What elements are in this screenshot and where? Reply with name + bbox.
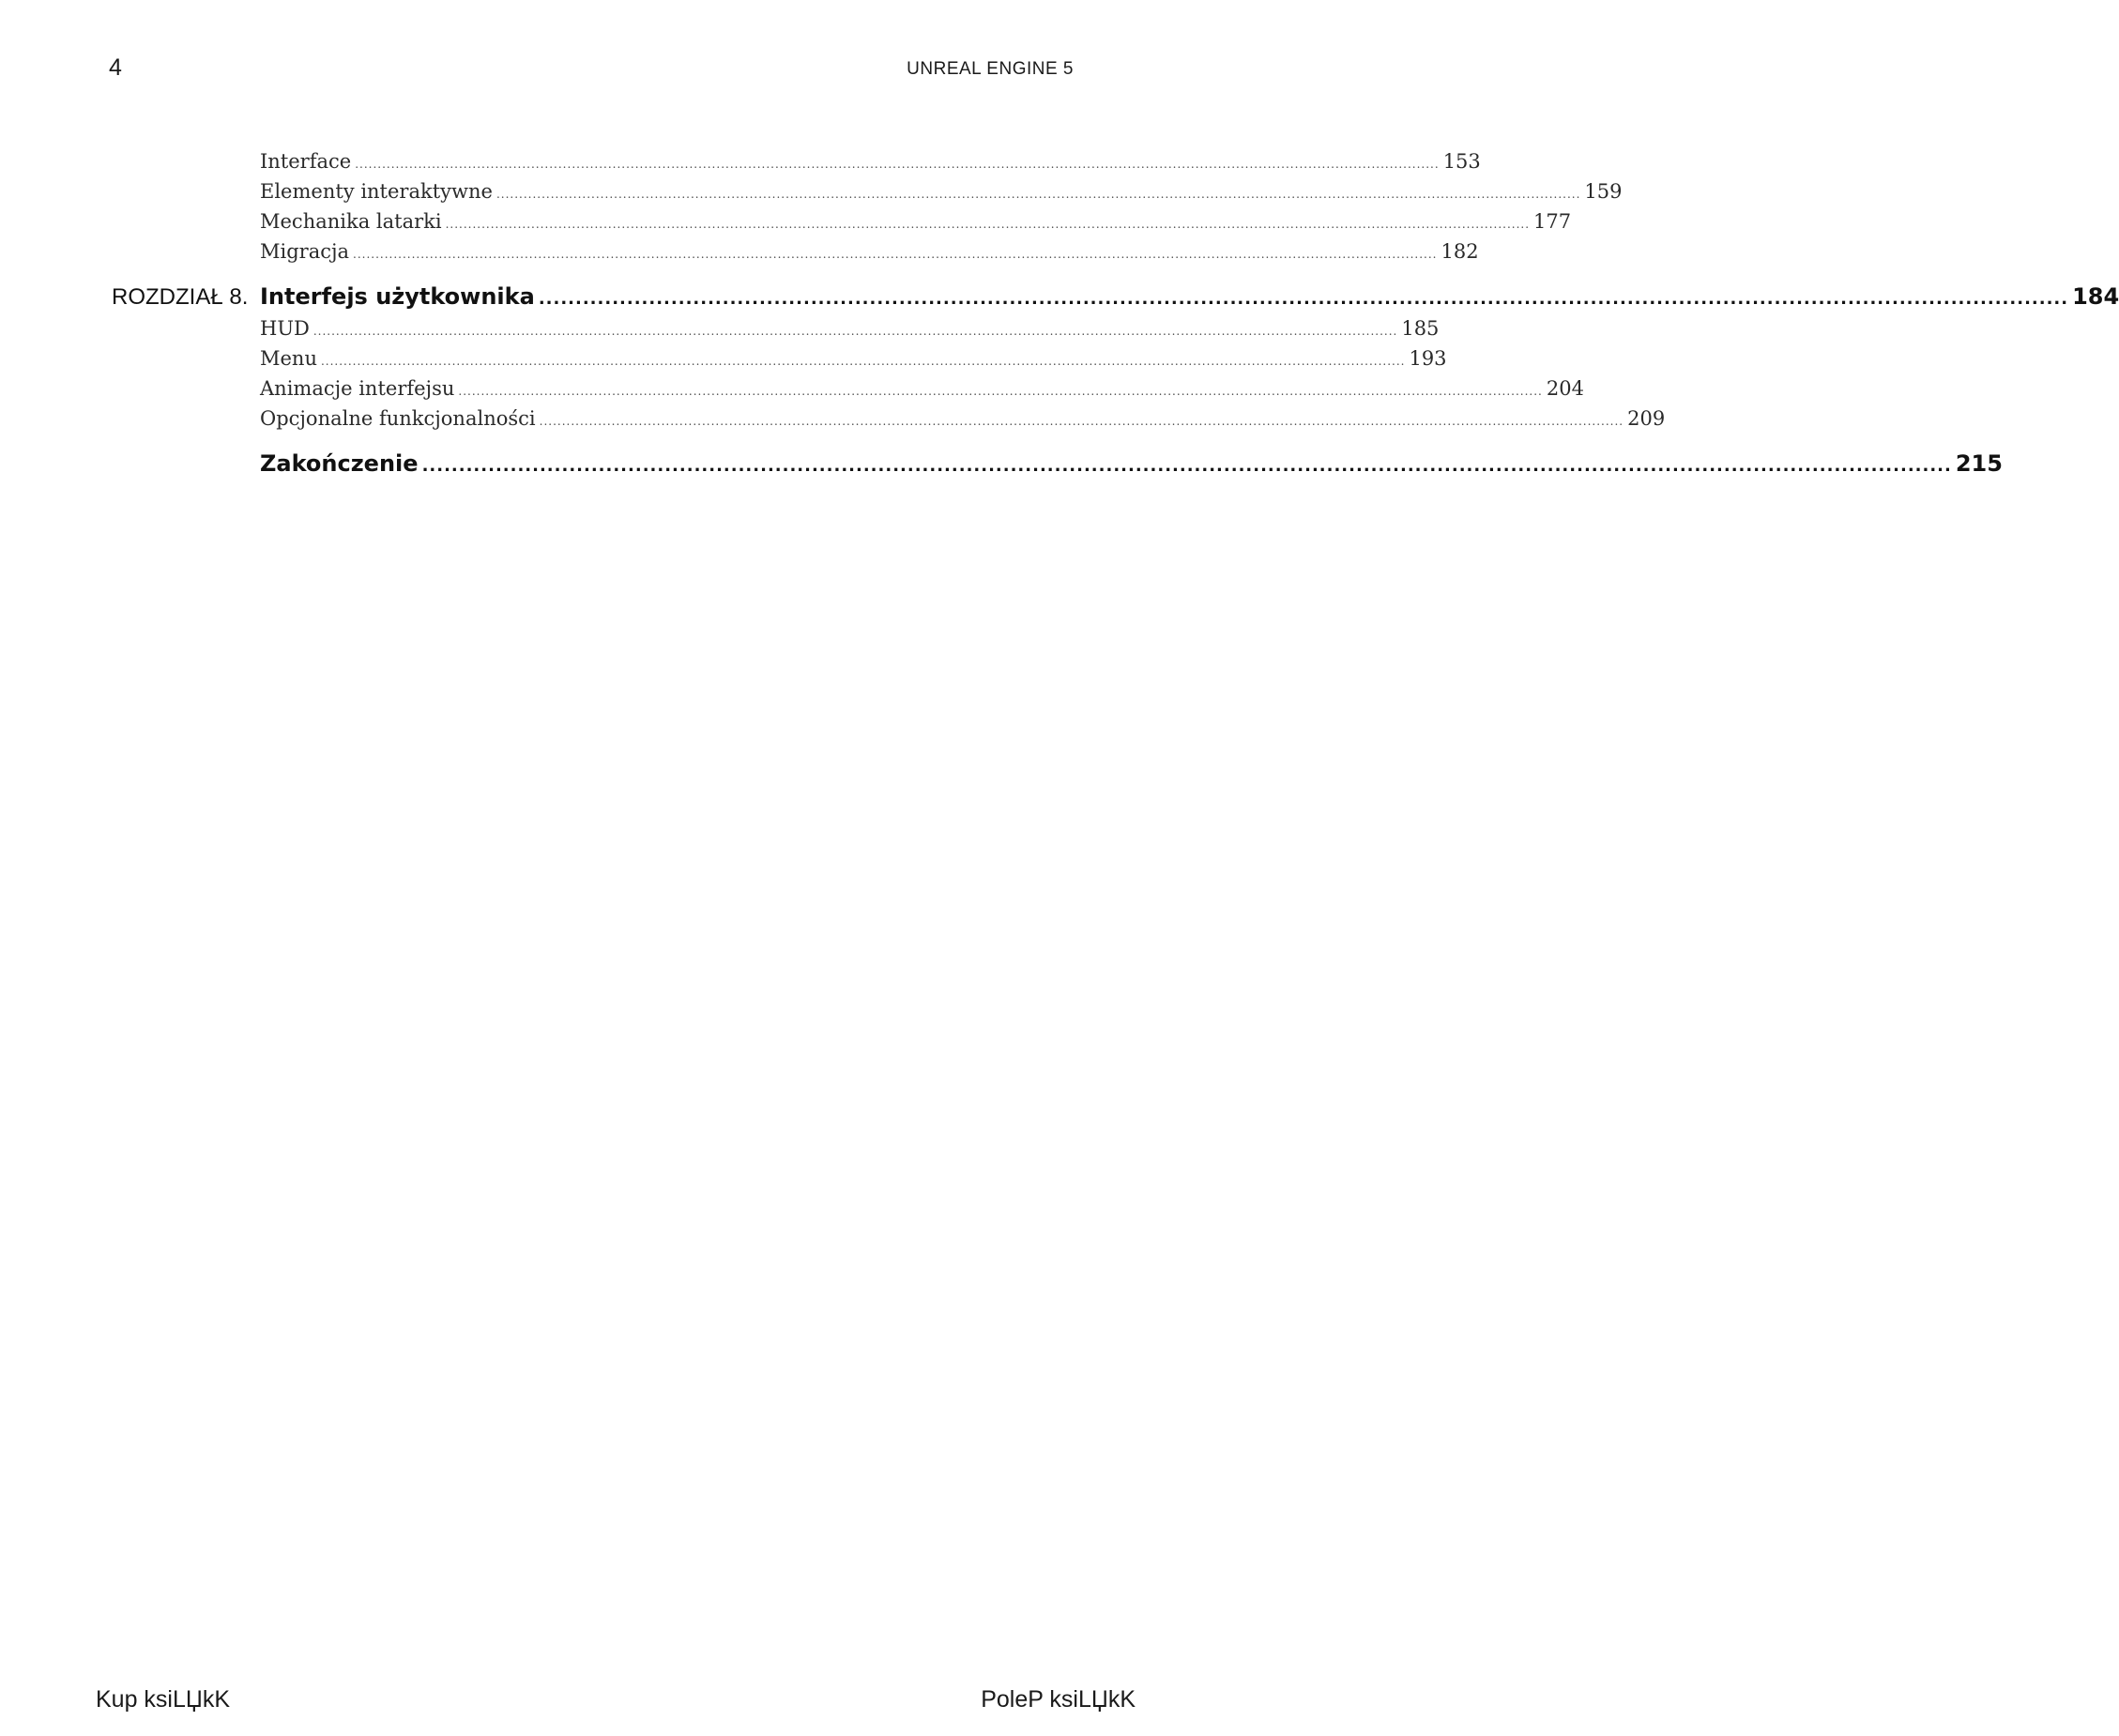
toc-entry-page: 185	[1401, 317, 1440, 340]
toc-entry-label: HUD	[260, 317, 310, 340]
toc-entry-page: 204	[1546, 377, 1584, 400]
toc-entry-label: Opcjonalne funkcjonalności	[260, 407, 536, 430]
toc-entry-page: 182	[1441, 240, 1479, 263]
toc-entry-page: 193	[1409, 347, 1447, 370]
toc-entry-label: Migracja	[260, 240, 350, 263]
footer-recommend-link[interactable]: PoleP ksiLЏkK	[981, 1686, 1136, 1713]
toc-entry[interactable]	[260, 347, 1447, 370]
running-header: UNREAL ENGINE 5	[907, 59, 1074, 79]
toc-entry-label: Elementy interaktywne	[260, 180, 493, 203]
toc-entry-label: Animacje interfejsu	[260, 377, 455, 400]
toc-entry[interactable]	[260, 240, 1479, 263]
dot-leader: ................................................................................................................................................................................................................................................	[313, 325, 1398, 338]
dot-leader: ................................................................................................................................................................................................................................................	[355, 158, 1440, 171]
toc-entry-label: Interface	[260, 150, 352, 173]
toc-entry[interactable]	[260, 150, 1481, 173]
page-number: 4	[109, 54, 122, 81]
toc-entry-page: 209	[1627, 407, 1666, 430]
toc-entry[interactable]	[260, 210, 1572, 233]
toc-chapter-entry[interactable]	[260, 283, 2119, 310]
toc-entry-page: 159	[1584, 180, 1623, 203]
toc-entry-page: 153	[1442, 150, 1481, 173]
dot-leader: ................................................................................................................................................................................................................................................	[320, 355, 1406, 368]
dot-leader: ................................................................................................................................................................................................................................................	[353, 248, 1438, 261]
chapter-title: Interfejs użytkownika	[260, 283, 535, 310]
toc-ending-entry[interactable]	[260, 450, 2003, 477]
toc-entry-label: Mechanika latarki	[260, 210, 442, 233]
chapter-page: 184	[2072, 283, 2119, 310]
toc-entry[interactable]	[260, 317, 1440, 340]
dot-leader: ................................................................................................................................................................................................................	[538, 289, 2069, 309]
toc-entry-label: Menu	[260, 347, 317, 370]
dot-leader: ................................................................................................................................................................................................................................................	[495, 188, 1581, 201]
dot-leader: ................................................................................................................................................................................................................................................	[445, 218, 1531, 231]
ending-title: Zakończenie	[260, 450, 419, 477]
toc-entry-page: 177	[1533, 210, 1572, 233]
dot-leader: ................................................................................................................................................................................................................................................	[539, 415, 1624, 428]
toc-entry[interactable]	[260, 180, 1623, 203]
footer-buy-link[interactable]: Kup ksiLЏkK	[96, 1686, 231, 1713]
dot-leader: ................................................................................................................................................................................................................	[421, 456, 1952, 476]
dot-leader: ................................................................................................................................................................................................................................................	[458, 385, 1543, 398]
ending-page: 215	[1955, 450, 2003, 477]
chapter-number: ROZDZIAŁ 8.	[112, 284, 249, 310]
toc-entry[interactable]	[260, 377, 1584, 400]
toc-entry[interactable]	[260, 407, 1666, 430]
